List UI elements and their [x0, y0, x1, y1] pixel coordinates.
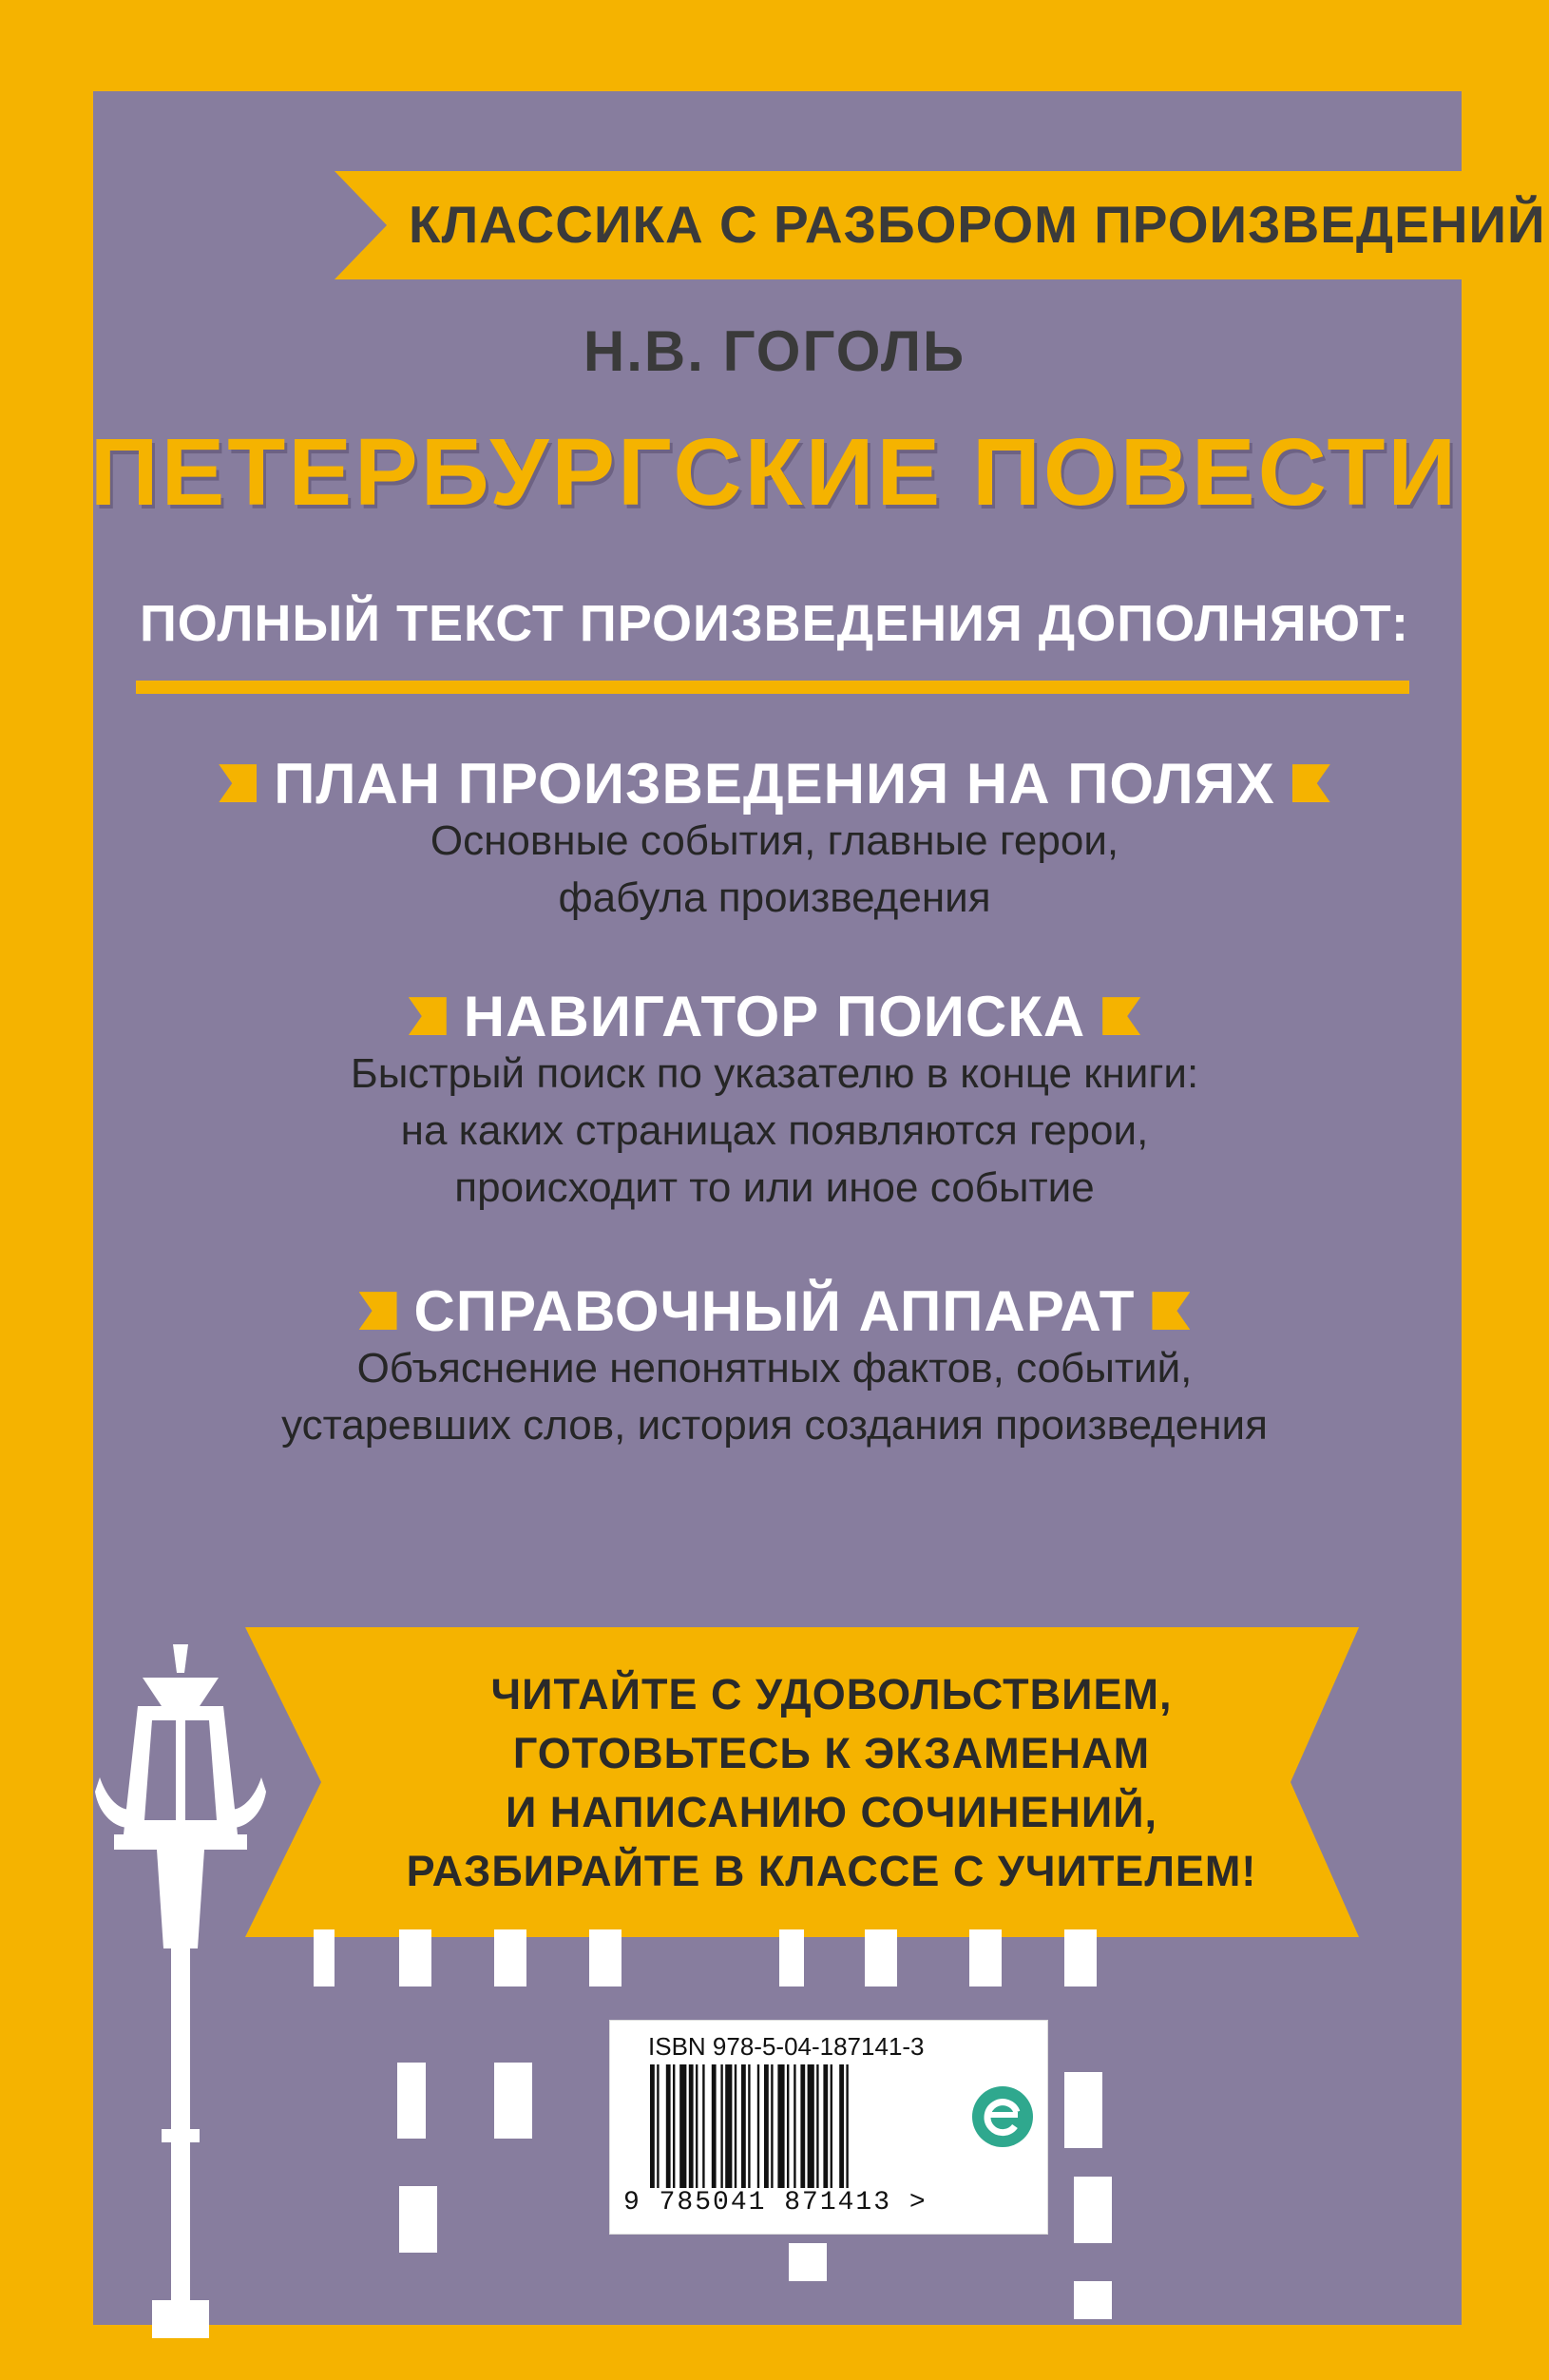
publisher-e-logo-icon: [969, 2083, 1036, 2150]
window-shape: [779, 1929, 804, 1987]
window-shape: [494, 1929, 526, 1987]
window-shape: [397, 2063, 426, 2139]
street-lamp-icon: [86, 1635, 276, 2338]
bullet-tab-icon: [359, 1292, 397, 1330]
window-shape: [399, 1929, 431, 1987]
window-shape: [969, 1929, 1002, 1987]
series-title: КЛАССИКА С РАЗБОРОМ ПРОИЗВЕДЕНИЙ: [409, 195, 1546, 254]
window-shape: [1074, 2177, 1112, 2243]
feature-heading: СПРАВОЧНЫЙ АППАРАТ: [0, 1274, 1549, 1344]
window-shape: [314, 1929, 335, 1987]
bullet-tab-icon: [1292, 764, 1330, 802]
window-shape: [789, 2243, 827, 2281]
feature-description: Основные события, главные герои, фабула произведения: [430, 817, 1119, 921]
bullet-tab-icon: [219, 764, 257, 802]
feature-heading: НАВИГАТОР ПОИСКА: [0, 979, 1549, 1049]
call-to-action: ЧИТАЙТЕ С УДОВОЛЬСТВИЕМ, ГОТОВЬТЕСЬ К ЭКЗАМЕНАМ И НАПИСАНИЮ СОЧИНЕНИЙ, РАЗБИРАЙТЕ В КЛАССЕ С УЧИТЕЛЕМ!: [406, 1670, 1257, 1895]
window-shape: [1064, 1929, 1097, 1987]
intro-heading: ПОЛНЫЙ ТЕКСТ ПРОИЗВЕДЕНИЯ ДОПОЛНЯЮТ:: [139, 595, 1410, 652]
window-shape: [589, 1929, 622, 1987]
window-shape: [865, 1929, 897, 1987]
window-shape: [494, 2063, 532, 2139]
book-title: ПЕТЕРБУРГСКИЕ ПОВЕСТИ: [89, 419, 1460, 526]
isbn-label: ISBN 978-5-04-187141-3: [648, 2032, 925, 2061]
isbn-digits: 9 785041 871413 >: [623, 2188, 927, 2217]
window-shape: [399, 2186, 437, 2253]
feature-description: Объяснение непонятных фактов, событий, устаревших слов, история создания произведения: [281, 1345, 1268, 1449]
bullet-tab-icon: [409, 997, 447, 1035]
author-name: Н.В. ГОГОЛЬ: [583, 319, 966, 383]
feature-heading: ПЛАН ПРОИЗВЕДЕНИЯ НА ПОЛЯХ: [0, 746, 1549, 816]
window-shape: [1064, 2072, 1102, 2148]
feature-description: Быстрый поиск по указателю в конце книги: на каких страницах появляются герои, происходит то или иное событие: [350, 1050, 1199, 1211]
divider: [136, 681, 1409, 694]
bullet-tab-icon: [1102, 997, 1140, 1035]
bullet-tab-icon: [1152, 1292, 1190, 1330]
window-shape: [1074, 2281, 1112, 2319]
